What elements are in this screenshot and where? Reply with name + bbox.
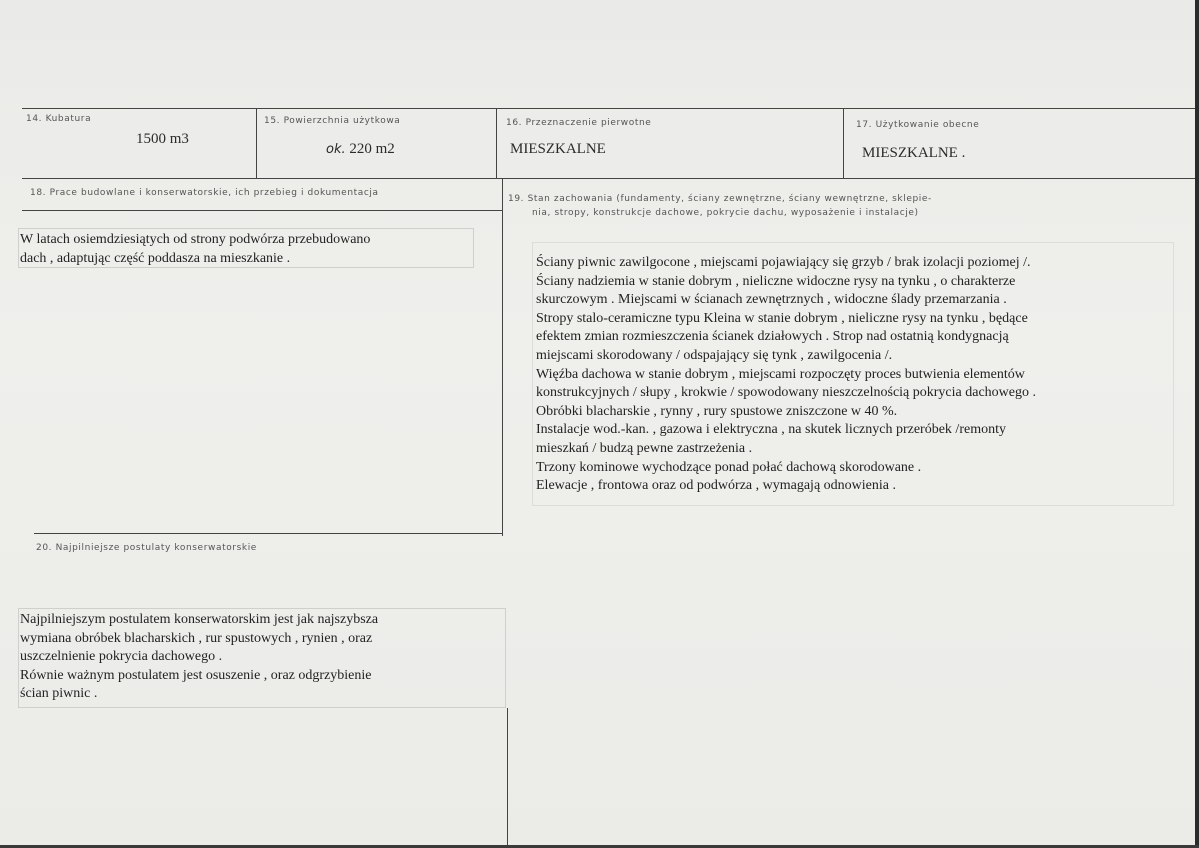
prace-line: W latach osiemdziesiątych od strony podwórza przebudowano (20, 232, 371, 247)
stan-line: Instalacje wod.-kan. , gazowa i elektryczna , na skutek licznych przeróbek /remonty (536, 422, 1006, 438)
kubatura-value: 1500 m3 (136, 131, 189, 147)
prace-line: dach , adaptując część poddasza na mieszkanie . (20, 250, 291, 266)
stan-line: Więźba dachowa w stanie dobrym , miejscami rozpoczęty proces butwienia elementów (536, 366, 1025, 382)
postulaty-top-rule (34, 533, 502, 534)
stan-line: skurczowym . Miejscami w ścianach zewnętrznych , widoczne ślady przemarzania . (536, 292, 1007, 308)
divider-16-17 (843, 108, 844, 178)
postulaty-line: ścian piwnic . (20, 686, 98, 701)
stan-text (536, 254, 1036, 496)
stan-line: Elewacje , frontowa oraz od podwórza , wymagają odnowienia . (536, 478, 896, 494)
divider-14-15 (256, 108, 257, 178)
stan-label-line: 19. Stan zachowania (fundamenty, ściany zewnętrzne, ściany wewnętrzne, sklepie- (508, 194, 932, 204)
postulaty-line: wymiana obróbek blacharskich , rur spustowych , rynien , oraz (20, 630, 373, 646)
scan-edge-right (1195, 0, 1199, 848)
header-bottom-rule (22, 178, 1198, 179)
stan-line: konstrukcyjnych / słupy , krokwie / spowodowany nieszczelnością pokrycia dachowego . (536, 385, 1036, 401)
uzytkowanie-label: 17. Użytkowanie obecne (856, 120, 980, 130)
uzytkowanie-value: MIESZKALNE . (862, 145, 966, 161)
powierzchnia-value-text: 220 m2 (349, 141, 395, 157)
postulaty-text (20, 611, 378, 704)
main-column-divider (502, 178, 503, 536)
przeznaczenie-label: 16. Przeznaczenie pierwotne (506, 118, 652, 128)
stan-line: efektem zmian rozmieszczenia ścianek działowych . Strop nad ostatnią kondygnacją (536, 329, 1009, 345)
prace-label-rule (22, 210, 502, 211)
prace-text (20, 231, 370, 268)
stan-label (508, 192, 932, 220)
stan-line: miejscami skorodowany / odspajający się tynk , zawilgocenia /. (536, 347, 893, 363)
postulaty-line: uszczelnienie pokrycia dachowego . (20, 649, 223, 664)
stan-line: Stropy stalo-ceramiczne typu Kleina w stanie dobrym , nieliczne rysy na tynku , będące (536, 310, 1028, 326)
przeznaczenie-value: MIESZKALNE (510, 141, 606, 157)
stan-line: Ściany piwnic zawilgocone , miejscami pojawiający się grzyb / brak izolacji poziomej /. (536, 255, 1031, 270)
lower-column-divider (507, 708, 508, 846)
stan-line: Trzony kominowe wychodzące ponad połać dachową skorodowane . (536, 459, 922, 475)
stan-line: Obróbki blacharskie , rynny , rury spustowe zniszczone w 40 %. (536, 403, 898, 419)
top-rule (22, 108, 1198, 109)
handwritten-ok-mark: ok. (326, 142, 346, 157)
stan-line: Ściany nadziemia w stanie dobrym , nieliczne widoczne rysy na tynku , o charakterze (536, 273, 1016, 289)
stan-line: mieszkań / budzą pewne zastrzeżenia . (536, 440, 753, 456)
postulaty-line: Równie ważnym postulatem jest osuszenie , oraz odgrzybienie (20, 667, 372, 683)
kubatura-label: 14. Kubatura (26, 114, 92, 124)
powierzchnia-value (326, 141, 395, 158)
prace-label: 18. Prace budowlane i konserwatorskie, ich przebieg i dokumentacja (30, 188, 379, 198)
stan-label-line: nia, stropy, konstrukcje dachowe, pokrycie dachu, wyposażenie i instalacje) (532, 208, 919, 218)
postulaty-label: 20. Najpilniejsze postulaty konserwatorskie (36, 543, 257, 553)
postulaty-line: Najpilniejszym postulatem konserwatorskim jest jak najszybsza (20, 612, 379, 627)
powierzchnia-label: 15. Powierzchnia użytkowa (264, 116, 401, 126)
divider-15-16 (496, 108, 497, 178)
